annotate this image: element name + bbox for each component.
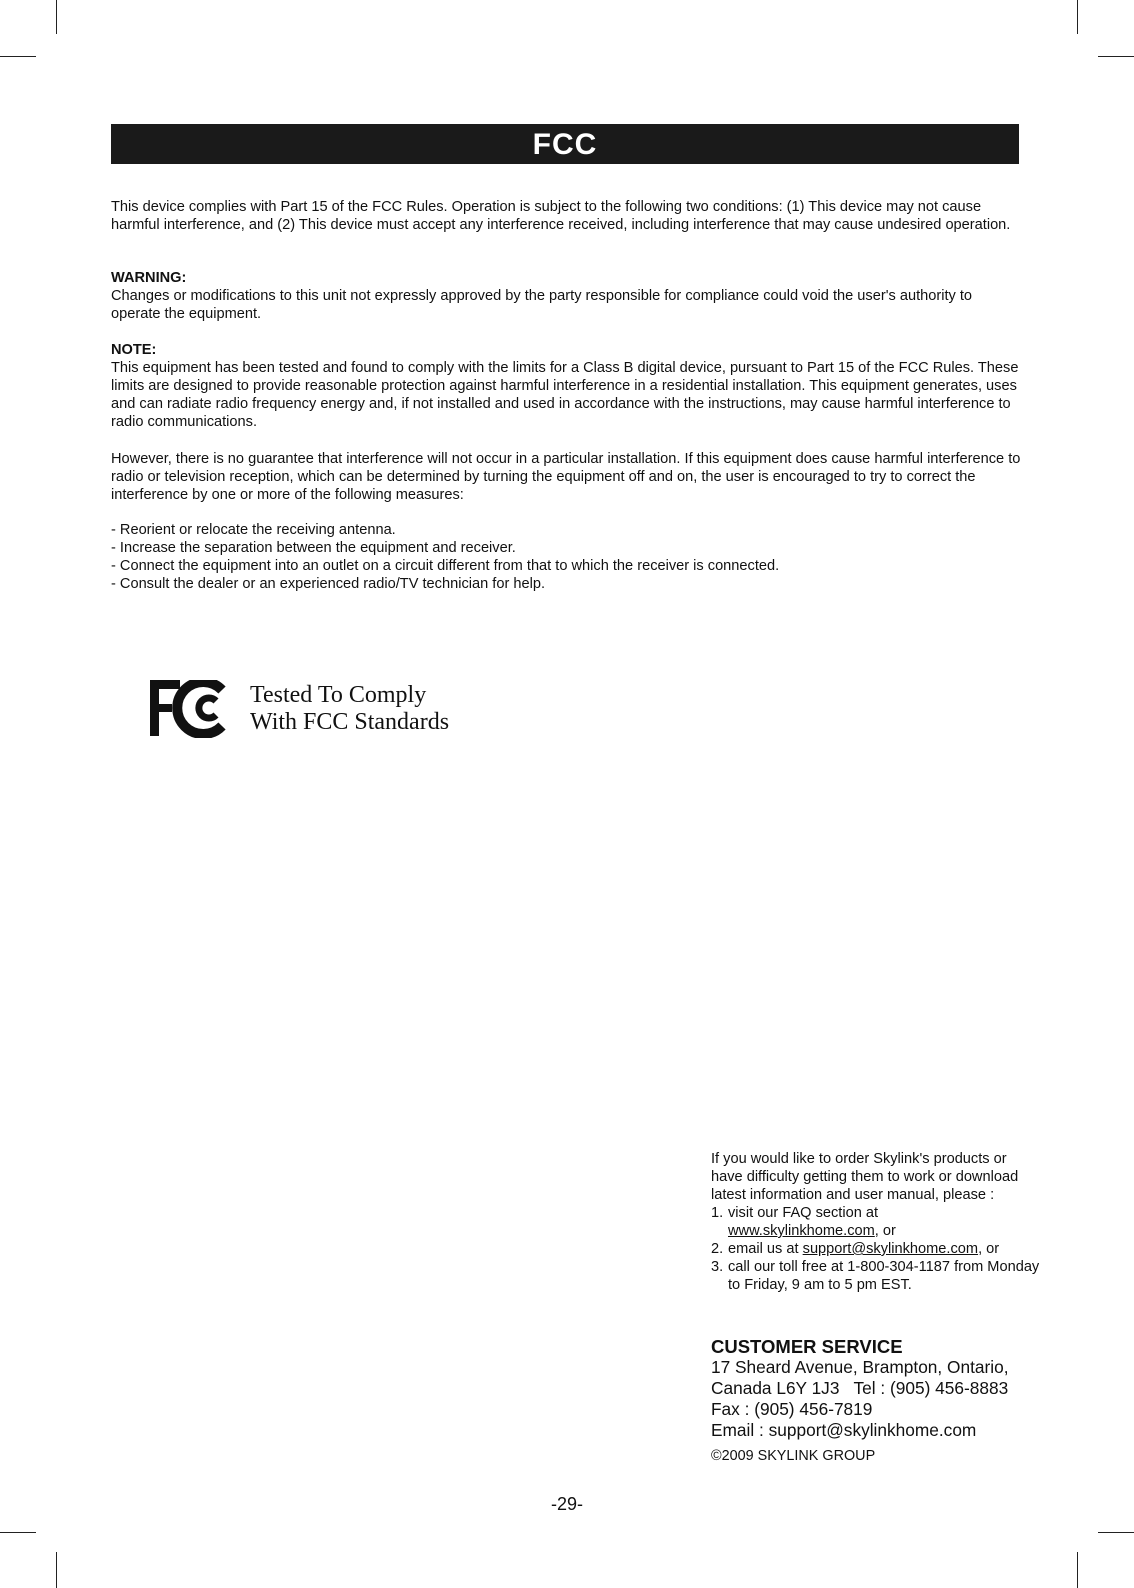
support-steps bbox=[711, 1204, 1041, 1294]
step-text: visit our FAQ section at bbox=[728, 1205, 879, 1221]
list-item: - Increase the separation between the equipment and receiver. bbox=[111, 540, 516, 556]
fcc-compliance-caption bbox=[250, 682, 449, 736]
fcc-caption-line-2: With FCC Standards bbox=[250, 709, 450, 735]
step-number: 2. bbox=[711, 1241, 724, 1257]
crop-mark bbox=[56, 0, 57, 34]
cs-tel: Tel : (905) 456-8883 bbox=[853, 1378, 1009, 1398]
warning-heading: WARNING: bbox=[111, 270, 187, 286]
list-item bbox=[711, 1204, 1041, 1240]
customer-service-title: CUSTOMER SERVICE bbox=[711, 1336, 903, 1357]
intro-paragraph: This device complies with Part 15 of the FCC Rules. Operation is subject to the following two conditions: (1) This device may not cause harmful interference, and (2) This device must accept any interference received, including interference that may cause undesired operation. bbox=[111, 199, 1011, 233]
cs-postal: Canada L6Y 1J3 bbox=[711, 1378, 840, 1398]
crop-mark bbox=[56, 1552, 57, 1588]
list-item bbox=[711, 1240, 1041, 1258]
note-section bbox=[111, 341, 1023, 431]
warning-text: Changes or modifications to this unit not expressly approved by the party responsible for compliance could void the user's authority to operate the equipment. bbox=[111, 288, 973, 322]
step-suffix: , or bbox=[874, 1223, 896, 1239]
crop-mark bbox=[1098, 56, 1134, 57]
warning-section bbox=[111, 269, 1023, 323]
fcc-statement bbox=[111, 198, 1023, 234]
crop-mark bbox=[0, 1532, 36, 1533]
cs-email: Email : support@skylinkhome.com bbox=[711, 1420, 977, 1440]
crop-mark bbox=[1098, 1532, 1134, 1533]
step-suffix: , or bbox=[978, 1241, 1000, 1257]
step-text: call our toll free at 1-800-304-1187 from Monday to Friday, 9 am to 5 pm EST. bbox=[728, 1259, 1040, 1293]
order-info bbox=[711, 1150, 1041, 1294]
crop-mark bbox=[1077, 0, 1078, 34]
note-text: This equipment has been tested and found to comply with the limits for a Class B digital device, pursuant to Part 15 of the FCC Rules. These limits are designed to provide reasonable protection against harmful interference in a residential installation. This equipment generates, uses and can radiate radio frequency energy and, if not installed and used in accordance with the instructions, may cause harmful interference to radio communications. bbox=[111, 360, 1019, 430]
copyright: ©2009 SKYLINK GROUP bbox=[711, 1448, 876, 1464]
fcc-logo-icon bbox=[150, 680, 230, 743]
measures-list bbox=[111, 521, 1023, 593]
however-section bbox=[111, 450, 1023, 504]
customer-service bbox=[711, 1336, 1051, 1441]
cs-postal-tel bbox=[711, 1378, 1051, 1399]
step-number: 3. bbox=[711, 1259, 724, 1275]
cs-fax: Fax : (905) 456-7819 bbox=[711, 1399, 873, 1419]
crop-mark bbox=[1077, 1552, 1078, 1588]
list-item: - Consult the dealer or an experienced radio/TV technician for help. bbox=[111, 576, 546, 592]
however-text: However, there is no guarantee that interference will not occur in a particular installation. If this equipment does cause harmful interference to radio or television reception, which can be determined by turning the equipment off and on, the user is encouraged to try to correct the interference by one or more of the following measures: bbox=[111, 451, 1021, 503]
fcc-caption-line-1: Tested To Comply bbox=[250, 682, 427, 708]
list-item bbox=[711, 1258, 1041, 1294]
page-number: -29- bbox=[550, 1494, 583, 1514]
note-heading: NOTE: bbox=[111, 342, 157, 358]
measures-section bbox=[111, 521, 1023, 593]
step-number: 1. bbox=[711, 1205, 724, 1221]
website-link[interactable]: www.skylinkhome.com bbox=[728, 1223, 875, 1239]
list-item: - Connect the equipment into an outlet on a circuit different from that to which the receiver is connected. bbox=[111, 558, 780, 574]
cs-address: 17 Sheard Avenue, Brampton, Ontario, bbox=[711, 1357, 1009, 1377]
list-item: - Reorient or relocate the receiving antenna. bbox=[111, 522, 396, 538]
email-link[interactable]: support@skylinkhome.com bbox=[802, 1241, 979, 1257]
crop-mark bbox=[0, 56, 36, 57]
step-text: email us at bbox=[728, 1241, 799, 1257]
page-title: FCC bbox=[111, 124, 1019, 164]
order-intro: If you would like to order Skylink's products or have difficulty getting them to work or download latest information and user manual, please : bbox=[711, 1151, 1019, 1203]
